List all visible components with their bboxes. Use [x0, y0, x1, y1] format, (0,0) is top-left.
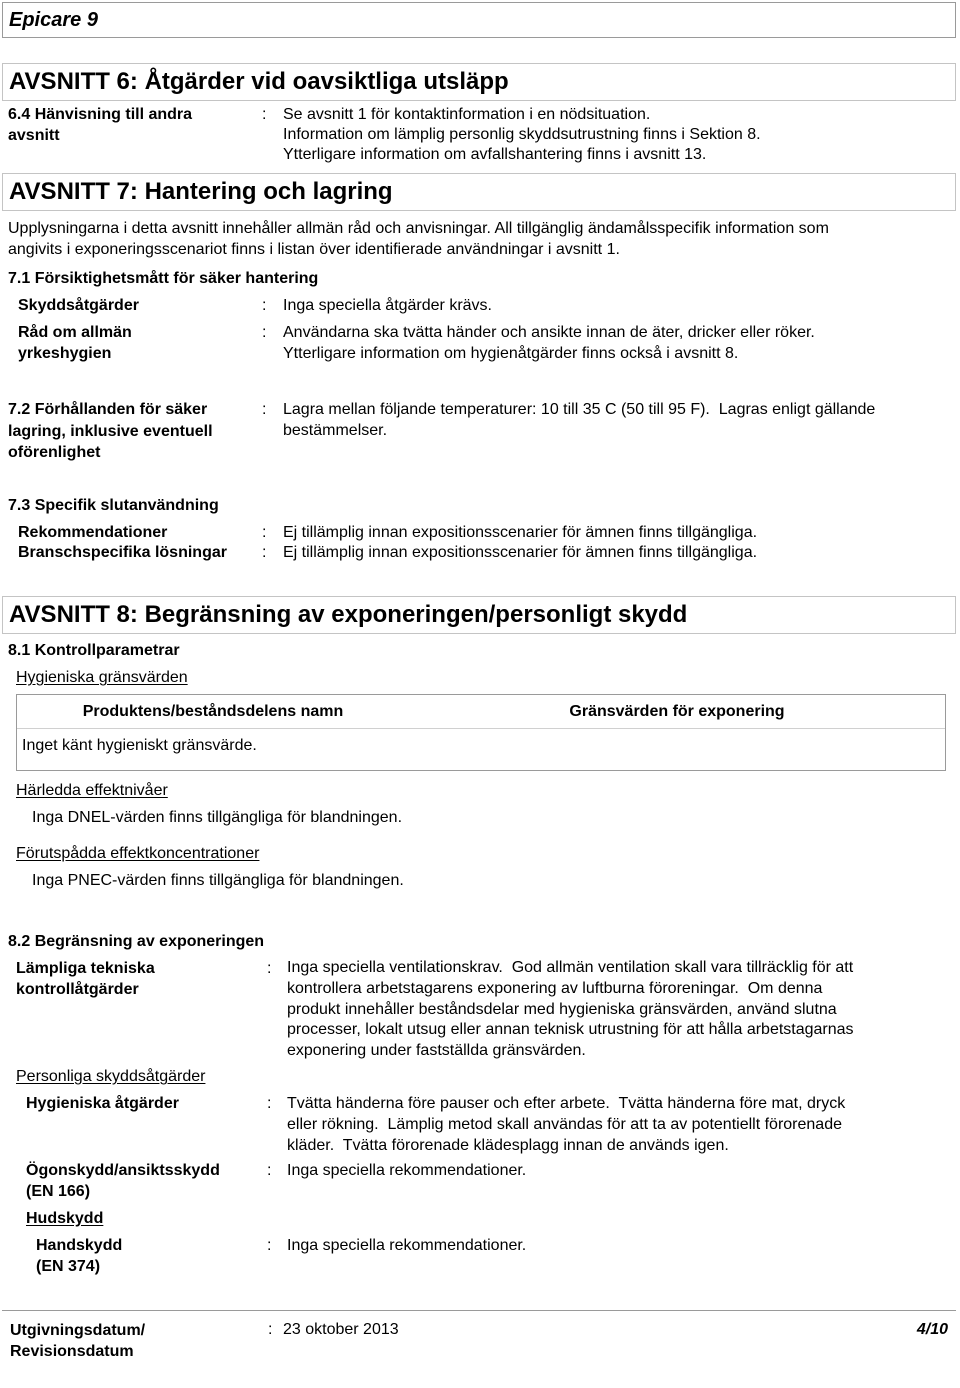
hand-value: Inga speciella rekommendationer.	[287, 1237, 527, 1254]
limits-title: Hygieniska gränsvärden	[16, 669, 188, 686]
ref-label	[8, 104, 192, 146]
section-7-intro	[8, 218, 829, 260]
hygiene-measures-line: kläder. Tvätta förorenade klädesplagg innan de används igen.	[287, 1137, 729, 1154]
hygiene-measures-label: Hygieniska åtgärder	[26, 1095, 179, 1112]
subsection-8-2: 8.2 Begränsning av exponeringen	[8, 933, 265, 950]
eye-label-line: (EN 166)	[26, 1183, 91, 1200]
eye-label	[26, 1160, 220, 1202]
document-header	[2, 2, 956, 38]
engineering-value-line: Inga speciella ventilationskrav. God allmän ventilation skall vara tillräcklig för att	[287, 959, 854, 976]
industry-value: Ej tillämplig innan expositionsscenarier för ämnen finns tillgängliga.	[283, 544, 758, 561]
hand-label-line: (EN 374)	[36, 1258, 101, 1275]
industry-label: Branschspecifika lösningar	[18, 544, 227, 561]
subsection-8-1: 8.1 Kontrollparametrar	[8, 642, 180, 659]
ref-label-line: 6.4 Hänvisning till andra	[8, 106, 193, 123]
colon: :	[262, 401, 267, 418]
eye-label-line: Ögonskydd/ansiktsskydd	[26, 1162, 220, 1179]
page-number: 4/10	[916, 1321, 948, 1338]
hand-label	[36, 1235, 122, 1277]
hygiene-label-line: yrkeshygien	[18, 345, 112, 362]
storage-value	[283, 399, 875, 441]
skin-title: Hudskydd	[26, 1210, 104, 1227]
engineering-value	[287, 958, 854, 1062]
subsection-7-3: 7.3 Specifik slutanvändning	[8, 497, 219, 514]
intro-line: angivits i exponeringsscenariot finns i listan över identifierade användningar i avsnitt 1.	[8, 241, 620, 258]
ref-value-line: Ytterligare information om avfallshantering finns i avsnitt 13.	[283, 146, 707, 163]
section-7-heading: AVSNITT 7: Hantering och lagring	[9, 178, 393, 205]
storage-label-line: 7.2 Förhållanden för säker	[8, 401, 208, 418]
eye-value: Inga speciella rekommendationer.	[287, 1162, 527, 1179]
ref-label-line: avsnitt	[8, 127, 60, 144]
engineering-label-line: Lämpliga tekniska	[16, 960, 155, 977]
footer-date: 23 oktober 2013	[283, 1321, 399, 1338]
section-8-heading-box	[2, 596, 956, 634]
storage-label-line: lagring, inklusive eventuell	[8, 422, 213, 440]
colon: :	[267, 1237, 272, 1254]
engineering-value-line: kontrollera arbetstagarens exponering av luftburna föroreningar. Om denna	[287, 979, 823, 997]
colon: :	[267, 960, 272, 977]
recommendations-label: Rekommendationer	[18, 524, 168, 541]
hand-label-line: Handskydd	[36, 1237, 123, 1254]
section-8-heading: AVSNITT 8: Begränsning av exponeringen/personligt skydd	[9, 601, 688, 628]
hygiene-measures-value	[287, 1093, 845, 1156]
ref-value	[283, 105, 761, 165]
hygiene-label-line: Råd om allmän	[18, 324, 132, 341]
engineering-value-line: processer, lokalt utsug eller annan teknisk utrustning för att hålla arbetstagarnas	[287, 1021, 854, 1039]
section-6-heading: AVSNITT 6: Åtgärder vid oavsiktliga utsläpp	[9, 68, 509, 95]
ref-value-line: Se avsnitt 1 för kontaktinformation i en nödsituation.	[283, 106, 651, 123]
colon: :	[262, 544, 267, 561]
storage-label-line: oförenlighet	[8, 444, 101, 461]
hygiene-label	[18, 322, 132, 364]
pnec-title: Förutspådda effektkoncentrationer	[16, 845, 260, 862]
engineering-label-line: kontrollåtgärder	[16, 981, 139, 998]
colon: :	[262, 297, 267, 314]
colon: :	[262, 524, 267, 541]
colon: :	[267, 1095, 272, 1112]
dnel-title: Härledda effektnivåer	[16, 782, 168, 799]
engineering-value-line: produkt innehåller beståndsdelar med hygieniska gränsvärden, använd slutna	[287, 1000, 837, 1018]
footer-date-label	[10, 1320, 145, 1362]
protective-label: Skyddsåtgärder	[18, 297, 139, 314]
hygiene-measures-line: eller rökning. Lämplig metod skall användas för att ta av potentiellt förorenade	[287, 1116, 842, 1133]
footer-label-line: Utgivningsdatum/	[10, 1322, 146, 1339]
recommendations-value: Ej tillämplig innan expositionsscenarier för ämnen finns tillgängliga.	[283, 524, 758, 541]
colon: :	[262, 106, 267, 123]
column-header: Gränsvärden för exponering	[569, 703, 785, 720]
storage-value-line: bestämmelser.	[283, 422, 388, 439]
section-6-heading-box	[2, 63, 956, 101]
column-header: Produktens/beståndsdelens namn	[82, 703, 344, 720]
protective-value: Inga speciella åtgärder krävs.	[283, 297, 492, 314]
dnel-text: Inga DNEL-värden finns tillgängliga för blandningen.	[32, 809, 403, 826]
hygiene-value	[283, 322, 815, 364]
table-header-row	[17, 695, 945, 729]
hygiene-value-line: Ytterligare information om hygienåtgärder finns också i avsnitt 8.	[283, 345, 739, 362]
colon: :	[267, 1162, 272, 1179]
hygiene-measures-line: Tvätta händerna före pauser och efter arbete. Tvätta händerna före mat, dryck	[287, 1095, 846, 1112]
ppe-title: Personliga skyddsåtgärder	[16, 1068, 206, 1085]
exposure-limits-table	[16, 694, 946, 771]
colon: :	[268, 1321, 273, 1338]
hygiene-value-line: Användarna ska tvätta händer och ansikte innan de äter, dricker eller röker.	[283, 324, 815, 341]
ref-value-line: Information om lämplig personlig skyddsutrustning finns i Sektion 8.	[283, 126, 761, 143]
section-7-heading-box	[2, 173, 956, 211]
pnec-text: Inga PNEC-värden finns tillgängliga för blandningen.	[32, 872, 404, 889]
engineering-value-line: exponering under fastställda gränsvärden.	[287, 1042, 586, 1059]
subsection-7-1: 7.1 Försiktighetsmått för säker hantering	[8, 270, 319, 287]
footer-label-line: Revisionsdatum	[10, 1343, 134, 1360]
engineering-label	[16, 958, 155, 1000]
table-cell: Inget känt hygieniskt gränsvärde.	[22, 737, 257, 754]
colon: :	[262, 324, 267, 341]
intro-line: Upplysningarna i detta avsnitt innehåller allmän råd och anvisningar. All tillgänglig ändamålsspecifik information som	[8, 220, 829, 237]
product-title: Epicare 9	[9, 9, 98, 31]
footer-divider	[2, 1310, 956, 1311]
storage-value-line: Lagra mellan följande temperaturer: 10 till 35 C (50 till 95 F). Lagras enligt gällande	[283, 401, 876, 418]
storage-label	[8, 399, 213, 464]
